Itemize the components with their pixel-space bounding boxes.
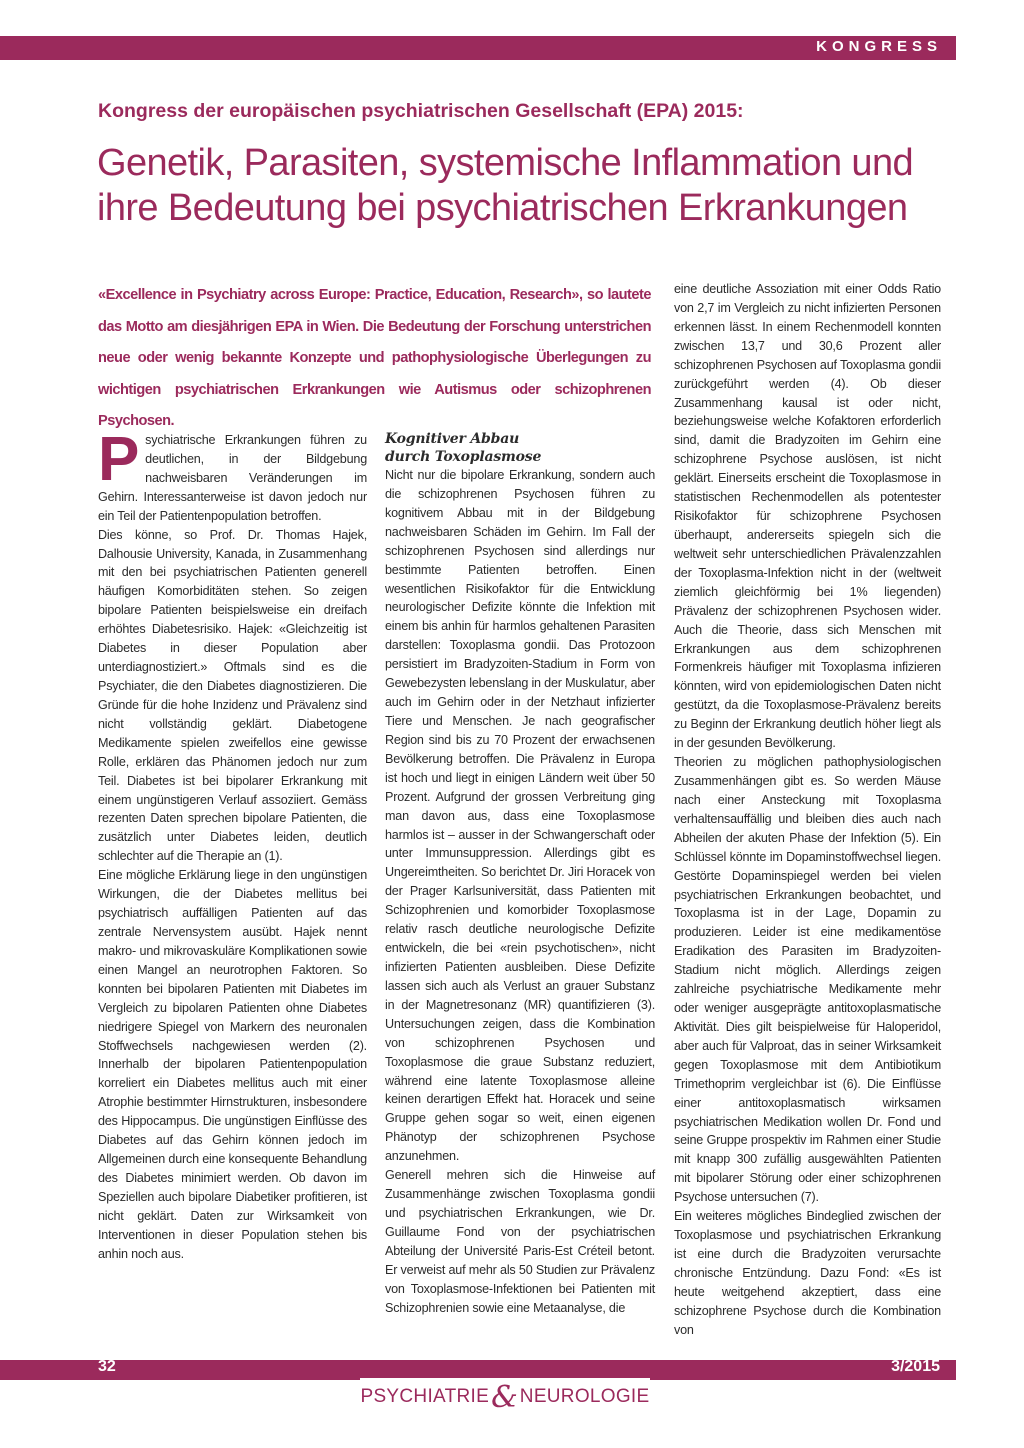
- page-number: 32: [98, 1358, 116, 1375]
- article-title: [97, 141, 977, 231]
- title-line-1: Genetik, Parasiten, systemische Inflammation und: [97, 142, 914, 184]
- paragraph: Dies könne, so Prof. Dr. Thomas Hajek, Dalhousie University, Kanada, in Zusammenhang mit den bei psychiatrischen Patienten generell häufigen Komorbiditäten stehen. So zeigen bipolare Patienten beispielsweise ein dreifach erhöhtes Diabetesrisiko. Hajek: «Gleichzeitig ist Diabetes in dieser Population aber unterdiagnostiziert.» Oftmals sind es die Psychiater, die den Diabetes diagnostizieren. Die Gründe für die hohe Inzidenz und Prävalenz sind nicht vollständig geklärt. Diabetogene Medikamente spielen zweifellos eine gewisse Rolle, erklären das Phänomen jedoch nur zum Teil. Diabetes ist bei bipolarer Erkrankung mit einem ungünstigeren Verlauf assoziiert. Gemäss rezenten Daten sprechen bipolare Patienten, die zusätzlich unter Diabetes leiden, deutlich schlechter auf die Therapie an (1).: [98, 527, 367, 864]
- paragraph: Ein weiteres mögliches Bindeglied zwischen der Toxoplasmose und psychiatrischen Erkrankung ist eine durch die Bradyzoiten verursachte chronische Entzündung. Dazu Fond: «Es ist heute weitgehend akzeptiert, dass eine schizophrene Psychose durch die Kombination von: [674, 1209, 941, 1337]
- article-lead: «Excellence in Psychiatry across Europe: Practice, Education, Research», so lautete das Motto am diesjährigen EPA in Wien. Die Bedeutung der Forschung unterstrichen neue oder wenig bekannte Konzepte und pathophysiologische Überlegungen zu wichtigen psychiatrischen Erkrankungen wie Autismus oder schizophrenen Psychosen.: [98, 287, 651, 429]
- logo-word-neurologie: NEUROLOGIE: [519, 1386, 650, 1407]
- column-1: [98, 425, 367, 1264]
- logo-ampersand: &: [491, 1379, 518, 1415]
- paragraph: sychiatrische Erkrankungen führen zu deutlichen, in der Bildgebung nachweisbaren Veränderungen im Gehirn. Interessanterweise ist davon jedoch nur ein Teil der Patientenpopulation betroffen.: [98, 433, 367, 523]
- journal-logo: [360, 1378, 650, 1416]
- column-2: [385, 430, 655, 1317]
- issue-number: 3/2015: [891, 1358, 940, 1375]
- title-line-2: ihre Bedeutung bei psychiatrischen Erkrankungen: [97, 187, 908, 229]
- article-kicker: Kongress der europäischen psychiatrischen Gesellschaft (EPA) 2015:: [98, 100, 744, 122]
- paragraph: Generell mehren sich die Hinweise auf Zusammenhänge zwischen Toxoplasma gondii und psychiatrischen Erkrankungen, wie Dr. Guillaume Fond von der psychiatrischen Abteilung der Université Paris-Est Créteil betont. Er verweist auf mehr als 50 Studien zur Prävalenz von Toxoplasmose-Infektionen bei Patienten mit Schizophrenien sowie eine Metaanalyse, die: [385, 1168, 655, 1315]
- subheading-line-2: durch Toxoplasmose: [385, 449, 542, 465]
- column-3: [674, 280, 941, 1340]
- subheading-line-1: Kognitiver Abbau: [385, 431, 520, 447]
- paragraph: Theorien zu möglichen pathophysiologischen Zusammenhängen gibt es. So werden Mäuse nach einer Ansteckung mit Toxoplasma verhaltensauffällig und bleiben dies auch nach Abheilen der akuten Phase der Infektion (5). Ein Schlüssel könnte im Dopaminstoffwechsel liegen. Gestörte Dopaminspiegel werden bei vielen psychiatrischen Erkrankungen beobachtet, und Toxoplasma ist in der Lage, Dopamin zu produzieren. Leider ist eine medikamentöse Eradikation des Parasiten im Bradyzoiten-Stadium nicht möglich. Allerdings zeigen zahlreiche psychiatrische Medikamente mehr oder weniger ausgeprägte antitoxoplasmatische Aktivität. Dies gilt beispielweise für Haloperidol, aber auch für Valproat, das in seiner Wirksamkeit gegen Toxoplasmose mit dem Antibiotikum Trimethoprim vergleichbar ist (6). Die Einflüsse einer antitoxoplasmatisch wirksamen psychiatrischen Medikation wollen Dr. Fond und seine Gruppe prospektiv im Rahmen einer Studie mit knapp 300 zufällig ausgewählten Patienten mit bipolarer Störung oder einer schizophrenen Psychose untersuchen (7).: [674, 755, 941, 1205]
- section-subheading: [385, 430, 655, 466]
- header-bar: [0, 36, 956, 60]
- paragraph: eine deutliche Assoziation mit einer Odds Ratio von 2,7 im Vergleich zu nicht infizierten Personen erkennen lässt. In einem Rechenmodell konnten zwischen 13,7 und 30,6 Prozent aller schizophrenen Psychosen auf Toxoplasma gondii zurückgeführt werden (4). Ob dieser Zusammenhang kausal ist oder nicht, beziehungsweise welche Kofaktoren erforderlich sind, damit die Bradyzoiten im Gehirn eine schizophrene Psychose auslösen, ist nicht geklärt. Einerseits erscheint die Toxoplasmose in statistischen Rechenmodellen als potentester Risikofaktor für schizophrene Psychosen überhaupt, andererseits spiegeln sich die weltweit sehr unterschiedlichen Prävalenzzahlen der Toxoplasma-Infektion nicht in der (weltweit ziemlich gleichförmig bei 1% liegenden) Prävalenz der schizophrenen Psychosen wider. Auch die Theorie, dass sich Menschen mit Erkrankungen aus dem schizophrenen Formenkreis häufiger mit Toxoplasma infizieren könnten, wird von epidemiologischen Daten nicht gestützt, da die Toxoplasmose-Prävalenz bereits zu Beginn der Erkrankung deutlich höher liegt als in der gesunden Bevölkerung.: [674, 282, 941, 751]
- drop-cap: P: [98, 425, 140, 494]
- logo-word-psychiatrie: PSYCHIATRIE: [360, 1386, 490, 1407]
- paragraph: Eine mögliche Erklärung liege in den ungünstigen Wirkungen, die der Diabetes mellitus bei psychiatrisch auffälligen Patienten auf das zentrale Nervensystem ausübt. Hajek nennt makro- und mikrovaskuläre Komplikationen sowie einen Mangel an neurotrophen Faktoren. So konnten bei bipolaren Patienten mit Diabetes im Vergleich zu bipolaren Patienten ohne Diabetes niedrigere Spiegel von Markern des neuronalen Stoffwechsels nachgewiesen werden (2). Innerhalb der bipolaren Patientenpopulation korreliert ein Diabetes mellitus auch mit einer Atrophie bestimmter Hirnstrukturen, insbesondere des Hippocampus. Die ungünstigen Einflüsse des Diabetes auf das Gehirn können jedoch im Allgemeinen durch eine konsequente Behandlung des Diabetes minimiert werden. Ob davon im Speziellen auch bipolare Diabetiker profitieren, ist nicht geklärt. Daten zur Wirksamkeit von Interventionen in dieser Population stehen bis anhin noch aus.: [98, 868, 367, 1261]
- footer-bar: [0, 1360, 956, 1380]
- paragraph: Nicht nur die bipolare Erkrankung, sondern auch die schizophrenen Psychosen führen zu kognitivem Abbau mit in der Bildgebung nachweisbaren Schäden im Gehirn. Im Fall der schizophrenen Psychosen sind allerdings nur bestimmte Patienten betroffen. Einen wesentlichen Risikofaktor für die Entwicklung neurologischer Defizite könnte die Infektion mit einem bis anhin für harmlos gehaltenen Parasiten darstellen: Toxoplasma gondii. Das Protozoon persistiert im Bradyzoiten-Stadium in Form von Gewebezysten lebenslang in der Muskulatur, aber auch im Gehirn oder in der Netzhaut infizierter Tiere und Menschen. Je nach geografischer Region sind bis zu 70 Prozent der erwachsenen Bevölkerung betroffen. Die Prävalenz in Europa ist hoch und liegt in einigen Ländern weit über 50 Prozent. Aufgrund der grossen Verbreitung ging man davon aus, dass eine Toxoplasmose harmlos ist – ausser in der Schwangerschaft oder unter Immunsuppression. Allerdings gibt es Ungereimtheiten. So berichtet Dr. Jiri Horacek von der Prager Karlsuniversität, dass Patienten mit Schizophrenien und komorbider Toxoplasmose relativ rasch deutliche neurologische Defizite entwickeln, die bei «rein psychotischen», nicht infizierten Patienten ausbleiben. Diese Defizite lassen sich auch als Verlust an grauer Substanz in der Magnetresonanz (MR) quantifizieren (3). Untersuchungen zeigen, dass die Kombination von schizophrenen Psychosen und Toxoplasmose die graue Substanz reduziert, während eine latente Toxoplasmose alleine keinen derartigen Effekt hat. Horacek und seine Gruppe gehen sogar so weit, einen eigenen Phänotyp der schizophrenen Psychose anzunehmen.: [385, 468, 655, 1164]
- section-label: KONGRESS: [816, 38, 942, 55]
